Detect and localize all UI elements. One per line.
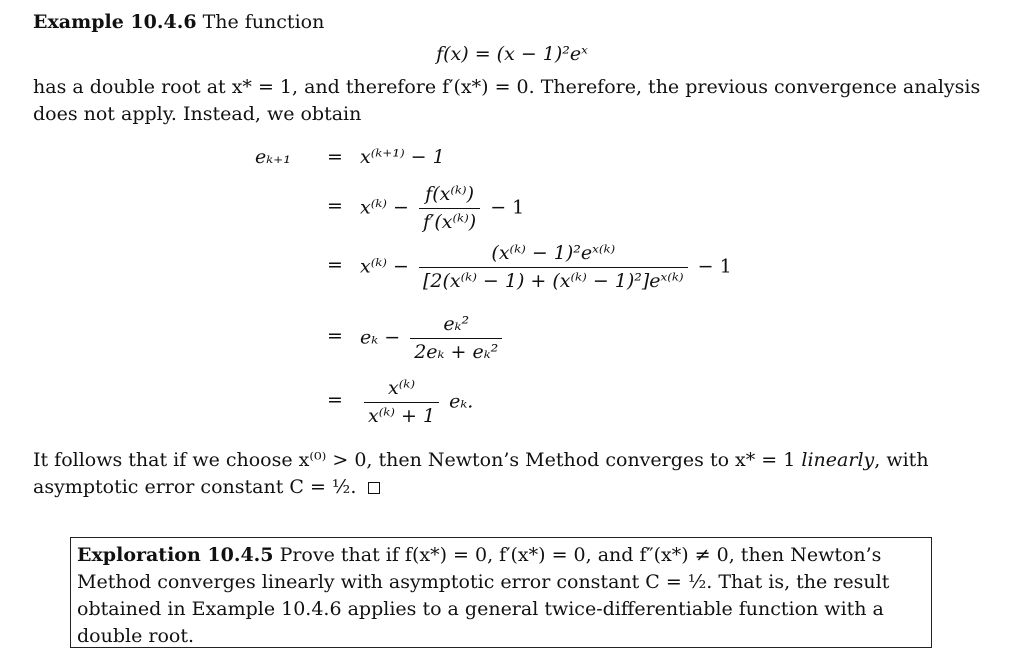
derivation-line-1 bbox=[0, 144, 1024, 184]
line3-prefix: x⁽ᵏ⁾ − bbox=[360, 255, 409, 278]
fraction bbox=[410, 311, 502, 366]
derivation-lhs: eₖ₊₁ bbox=[255, 146, 291, 168]
fraction-denominator: 2eₖ + eₖ² bbox=[414, 341, 499, 363]
derivation-rhs-2 bbox=[360, 181, 524, 236]
fraction bbox=[419, 240, 688, 295]
fraction-numerator: (x⁽ᵏ⁾ − 1)²eˣ⁽ᵏ⁾ bbox=[419, 240, 688, 268]
line3-suffix: − 1 bbox=[697, 255, 732, 278]
fraction-denominator: f′(x⁽ᵏ⁾) bbox=[423, 211, 477, 233]
exploration-box bbox=[70, 537, 932, 648]
fraction bbox=[364, 375, 439, 430]
derivation-rhs-5 bbox=[360, 375, 473, 430]
derivation-line-4 bbox=[0, 311, 1024, 363]
line2-suffix: − 1 bbox=[490, 196, 525, 219]
qed-box-icon bbox=[368, 482, 380, 494]
eq-sign: = bbox=[327, 146, 343, 168]
example-label: Example 10.4.6 bbox=[33, 11, 197, 33]
fraction-denominator: [2(x⁽ᵏ⁾ − 1) + (x⁽ᵏ⁾ − 1)²]eˣ⁽ᵏ⁾ bbox=[423, 270, 684, 292]
fraction-numerator: f(x⁽ᵏ⁾) bbox=[419, 181, 480, 209]
eq-sign: = bbox=[327, 389, 343, 411]
exploration-label: Exploration 10.4.5 bbox=[77, 544, 274, 566]
fraction bbox=[419, 181, 480, 236]
exploration-text: Prove that if f(x*) = 0, f′(x*) = 0, and f″(x*) ≠ 0, then Newton’s Method converges linearly with asymptotic error constant C = ½. That is, the result obtained in Example 10.4.6 applies to a general twice-differentiable function with a double root. bbox=[77, 544, 890, 647]
eq-sign: = bbox=[327, 325, 343, 347]
paragraph-conclusion bbox=[33, 447, 988, 501]
derivation-rhs-4 bbox=[360, 311, 506, 366]
eq-sign: = bbox=[327, 254, 343, 276]
derivation-line-3 bbox=[0, 240, 1024, 292]
fraction-denominator: x⁽ᵏ⁾ + 1 bbox=[368, 405, 436, 427]
eq-sign: = bbox=[327, 195, 343, 217]
derivation-line-5 bbox=[0, 375, 1024, 427]
fraction-numerator: x⁽ᵏ⁾ bbox=[364, 375, 439, 403]
line4-prefix: eₖ − bbox=[360, 326, 401, 349]
conclusion-part-b: , with asymptotic error constant C = ½. bbox=[33, 449, 929, 498]
paragraph-double-root: has a double root at x* = 1, and therefore f′(x*) = 0. Therefore, the previous convergence analysis does not apply. Instead, we obtain bbox=[33, 76, 981, 125]
derivation-rhs-1: x⁽ᵏ⁺¹⁾ − 1 bbox=[360, 146, 445, 168]
conclusion-linearly: linearly bbox=[801, 449, 875, 471]
line2-prefix: x⁽ᵏ⁾ − bbox=[360, 196, 409, 219]
example-heading bbox=[33, 9, 988, 36]
function-equation: f(x) = (x − 1)²eˣ bbox=[436, 43, 588, 65]
example-intro: The function bbox=[202, 11, 325, 33]
line5-suffix: eₖ. bbox=[449, 390, 474, 413]
derivation-rhs-3 bbox=[360, 240, 732, 295]
fraction-numerator: eₖ² bbox=[410, 311, 502, 339]
derivation-line-2 bbox=[0, 181, 1024, 233]
conclusion-part-a: It follows that if we choose x⁽⁰⁾ > 0, then Newton’s Method converges to x* = 1 bbox=[33, 449, 796, 471]
